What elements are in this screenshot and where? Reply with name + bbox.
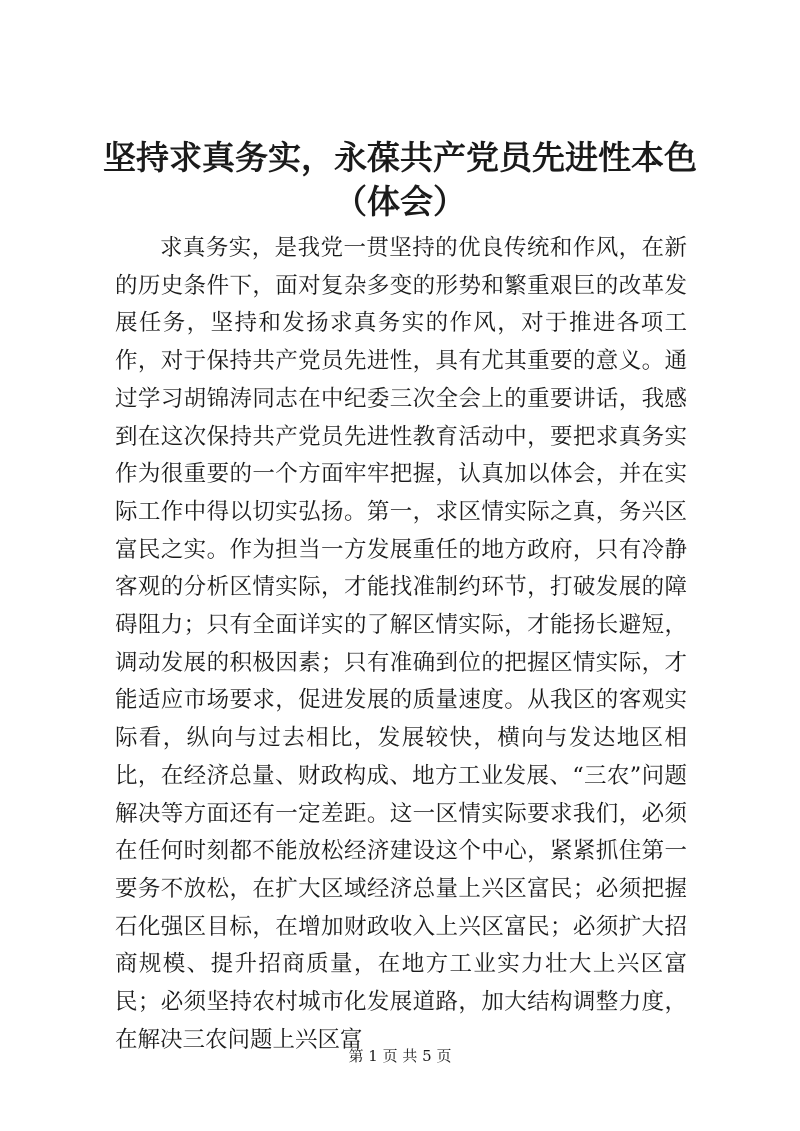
page-footer: 第 1 页 共 5 页 xyxy=(348,1047,452,1065)
document-title: 坚持求真务实，永葆共产党员先进性本色（体会） xyxy=(103,138,697,221)
document-body-paragraph: 求真务实，是我党一贯坚持的优良传统和作风，在新的历史条件下，面对复杂多变的形势和繁重艰巨的改革发展任务，坚持和发扬求真务实的作风，对于推进各项工作，对于保持共产党员先进性，具有尤其重要的意义。通过学习胡锦涛同志在中纪委三次全会上的重要讲话，我感到在这次保持共产党员先进性教育活动中，要把求真务实作为很重要的一个方面牢牢把握，认真加以体会，并在实际工作中得以切实弘扬。第一，求区情实际之真，务兴区富民之实。作为担当一方发展重任的地方政府，只有冷静客观的分析区情实际，才能找准制约环节，打破发展的障碍阻力；只有全面详实的了解区情实际，才能扬长避短，调动发展的积极因素；只有准确到位的把握区情实际，才能适应市场要求，促进发展的质量速度。从我区的客观实际看，纵向与过去相比，发展较快，横向与发达地区相比，在经济总量、财政构成、地方工业发展、“三农”问题解决等方面还有一定差距。这一区情实际要求我们，必须在任何时刻都不能放松经济建设这个中心，紧紧抓住第一要务不放松，在扩大区域经济总量上兴区富民；必须把握石化强区目标，在增加财政收入上兴区富民；必须扩大招商规模、提升招商质量，在地方工业实力壮大上兴区富民；必须坚持农村城市化发展道路，加大结构调整力度，在解决三农问题上兴区富 xyxy=(115,235,687,1053)
